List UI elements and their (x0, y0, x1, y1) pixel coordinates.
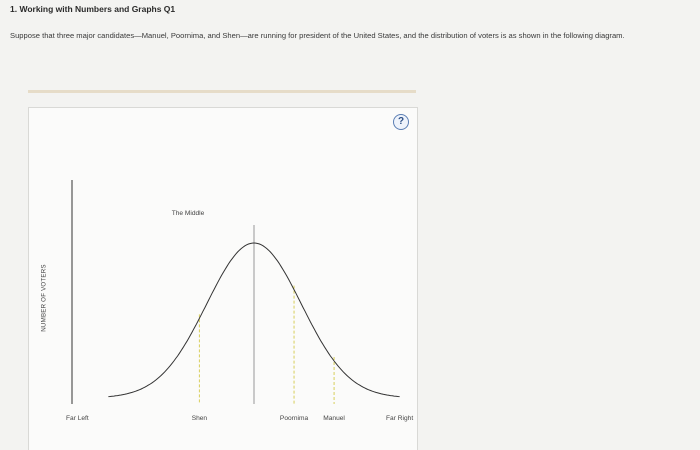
x-label-far-left: Far Left (66, 415, 89, 422)
peak-label: The Middle (171, 210, 205, 217)
x-label-poornima: Poornima (279, 415, 309, 422)
x-label-far-right: Far Right (386, 415, 414, 422)
y-axis-label: NUMBER OF VOTERS (40, 264, 48, 332)
question-text: Suppose that three major candidates—Manuel, Poornima, and Shen—are running for president of the United States, and the distribution of voters is as shown in the following diagram. (10, 31, 625, 40)
question-title: 1. Working with Numbers and Graphs Q1 (10, 4, 176, 14)
x-label-shen: Shen (191, 415, 208, 422)
x-label-manuel: Manuel (323, 415, 345, 422)
help-icon[interactable]: ? (393, 114, 409, 130)
